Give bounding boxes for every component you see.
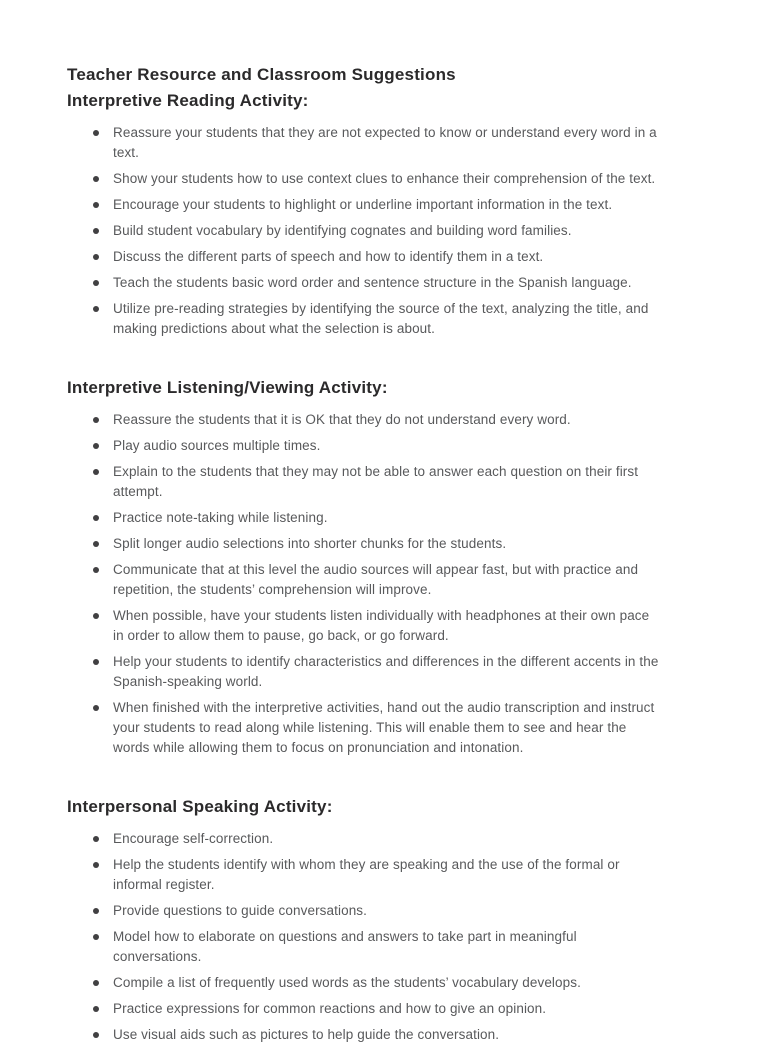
bullet-item: Model how to elaborate on questions and answers to take part in meaningful conversations.: [67, 927, 659, 967]
bullet-item: Help your students to identify characteristics and differences in the different accents in the Spanish-speaking world.: [67, 652, 659, 692]
bullet-item: Reassure the students that it is OK that they do not understand every word.: [67, 410, 659, 430]
bullet-item: When finished with the interpretive activities, hand out the audio transcription and instruct your students to read along while listening. This will enable them to see and hear the words while allowing them to focus on pronunciation and intonation.: [67, 698, 659, 758]
bullet-list: [67, 123, 659, 339]
bullet-item: Encourage self-correction.: [67, 829, 659, 849]
bullet-item: Help the students identify with whom they are speaking and the use of the formal or informal register.: [67, 855, 659, 895]
bullet-item: When possible, have your students listen individually with headphones at their own pace in order to allow them to pause, go back, or go forward.: [67, 606, 659, 646]
bullet-item: Utilize pre-reading strategies by identifying the source of the text, analyzing the title, and making predictions about what the selection is about.: [67, 299, 659, 339]
bullet-item: Explain to the students that they may not be able to answer each question on their first attempt.: [67, 462, 659, 502]
section-heading: Interpersonal Speaking Activity:: [67, 797, 333, 816]
bullet-item: Provide questions to guide conversations.: [67, 901, 659, 921]
document-body: [67, 88, 705, 1045]
bullet-item: Communicate that at this level the audio sources will appear fast, but with practice and repetition, the students’ comprehension will improve.: [67, 560, 659, 600]
activity-section: [67, 375, 705, 758]
bullet-item: Practice expressions for common reactions and how to give an opinion.: [67, 999, 659, 1019]
bullet-item: Play audio sources multiple times.: [67, 436, 659, 456]
bullet-item: Discuss the different parts of speech and how to identify them in a text.: [67, 247, 659, 267]
bullet-item: Reassure your students that they are not expected to know or understand every word in a text.: [67, 123, 659, 163]
bullet-item: Build student vocabulary by identifying cognates and building word families.: [67, 221, 659, 241]
bullet-item: Use visual aids such as pictures to help guide the conversation.: [67, 1025, 659, 1045]
activity-section: [67, 88, 705, 339]
bullet-list: [67, 410, 659, 758]
bullet-item: Split longer audio selections into shorter chunks for the students.: [67, 534, 659, 554]
document-title: Teacher Resource and Classroom Suggestions: [67, 65, 456, 84]
section-heading: Interpretive Listening/Viewing Activity:: [67, 378, 388, 397]
activity-section: [67, 794, 705, 1045]
bullet-item: Practice note-taking while listening.: [67, 508, 659, 528]
bullet-item: Show your students how to use context clues to enhance their comprehension of the text.: [67, 169, 659, 189]
bullet-item: Teach the students basic word order and sentence structure in the Spanish language.: [67, 273, 659, 293]
bullet-item: Compile a list of frequently used words as the students’ vocabulary develops.: [67, 973, 659, 993]
bullet-list: [67, 829, 659, 1045]
bullet-item: Encourage your students to highlight or underline important information in the text.: [67, 195, 659, 215]
section-heading: Interpretive Reading Activity:: [67, 91, 309, 110]
